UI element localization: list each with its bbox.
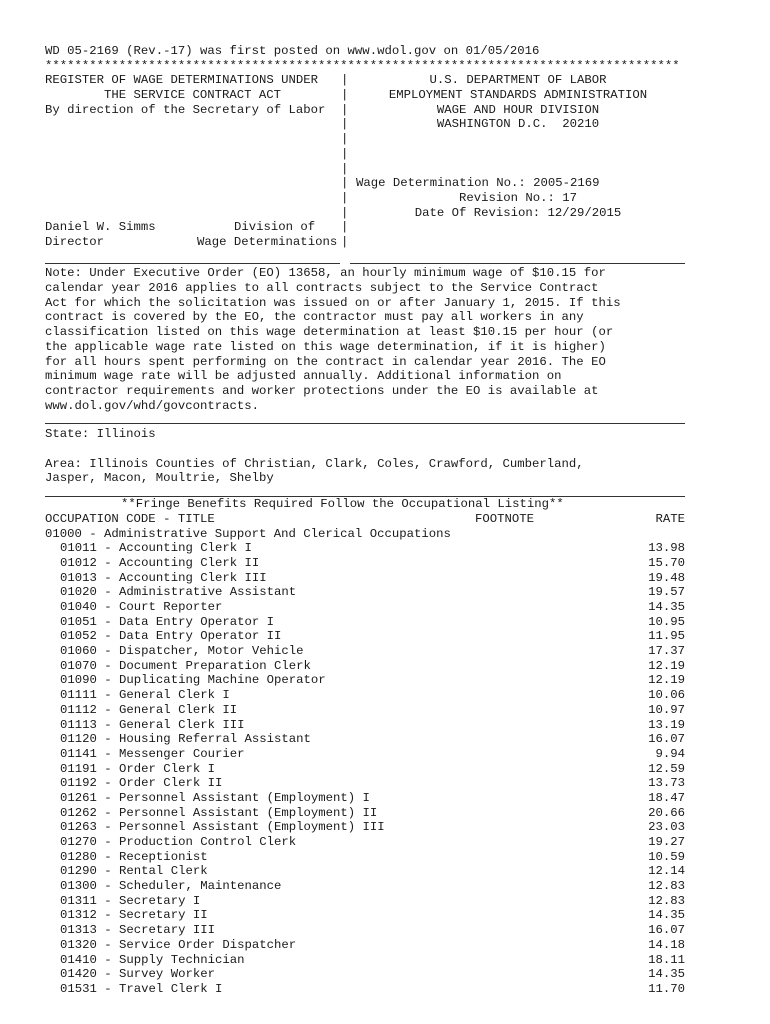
occupation-rate: 19.27 [648,835,685,849]
header-right-rule [350,263,685,264]
signer-name: Daniel W. Simms [45,220,156,235]
wage-determination-number: Wage Determination No.: 2005-2169 [356,176,600,191]
division-line-1: Division of [234,220,316,235]
occupation-title: 01191 - Order Clerk I [60,761,215,776]
occupation-title: 01113 - General Clerk III [60,717,245,732]
department-line-4: WASHINGTON D.C. 20210 [436,117,600,132]
table-row [45,879,685,894]
table-header [45,512,685,527]
header-vertical-divider: | | | | | | | | | | | | [341,73,349,249]
table-row [45,982,685,997]
table-row [45,791,685,806]
occupation-rate: 13.19 [648,717,685,732]
column-code-title: OCCUPATION CODE - TITLE [45,511,215,526]
table-row [45,571,685,586]
occupation-rate: 12.59 [648,761,685,776]
occupation-rate: 12.19 [648,673,685,688]
header-left-rule [45,263,340,264]
table-row [45,718,685,733]
occupation-title: 01313 - Secretary III [60,923,215,938]
occupation-title: 01112 - General Clerk II [60,702,238,717]
table-row [45,673,685,688]
occupation-rate: 10.95 [648,614,685,629]
table-row [45,615,685,630]
occupation-rate: 16.07 [648,732,685,747]
occupation-title: 01300 - Scheduler, Maintenance [60,879,282,894]
occupation-title: 01311 - Secretary I [60,893,201,908]
area-label: Area: Illinois Counties of Christian, Clark, Coles, Crawford, Cumberland, Jasper, Macon, Moultrie, Shelby [45,456,584,486]
division-line-2: Wage Determinations [197,235,338,250]
department-line-3: WAGE AND HOUR DIVISION [436,102,600,117]
occupation-rate: 23.03 [648,820,685,835]
table-row [45,732,685,747]
table-row [45,776,685,791]
header-block [45,73,685,249]
table-row [45,747,685,762]
wage-determination-document [45,44,685,997]
occupation-rate: 20.66 [648,805,685,820]
executive-order-note: Note: Under Executive Order (EO) 13658, an hourly minimum wage of $10.15 for calendar year 2016 applies to all contracts subject to the Service Contract Act for which the solicitation was issued on or after January 1, 2015. If this contract is covered by the EO, the contractor must pay all workers in any classification listed on this wage determination at least $10.15 per hour (or the applicable wage rate listed on this wage determination, if it is higher) for all hours spent performing on the contract in calendar year 2016. The EO minimum wage rate will be adjusted annually. Additional information on contractor requirements and worker protections under the EO is available at www.dol.gov/whd/govcontracts. [45,266,621,413]
table-row [45,688,685,703]
table-row [45,923,685,938]
occupation-rate: 9.94 [655,746,685,761]
occupation-title: 01261 - Personnel Assistant (Employment) I [60,790,370,805]
occupation-rate: 12.83 [648,893,685,908]
occupation-title: 01262 - Personnel Assistant (Employment) II [60,805,378,820]
occupation-rate: 17.37 [648,644,685,659]
occupation-rate: 10.06 [648,688,685,703]
table-row [45,864,685,879]
occupation-title: 01320 - Service Order Dispatcher [60,937,297,952]
occupation-rate: 11.95 [648,629,685,644]
occupation-rate: 15.70 [648,555,685,570]
occupation-title: 01090 - Duplicating Machine Operator [60,673,326,688]
table-row [45,953,685,968]
occupation-title: 01111 - General Clerk I [60,688,230,703]
occupation-title: 01312 - Secretary II [60,908,208,923]
register-line-3: By direction of the Secretary of Labor [45,102,326,117]
occupation-rate: 18.11 [648,952,685,967]
star-divider: ************************************************************************************** [45,58,680,73]
occupation-rate: 13.73 [648,776,685,791]
occupation-title: 01270 - Production Control Clerk [60,835,297,849]
occupation-title: 01290 - Rental Clerk [60,864,208,879]
occupation-title: 01011 - Accounting Clerk I [60,541,252,556]
occupation-group-title: 01000 - Administrative Support And Clerical Occupations [45,526,451,541]
table-row [45,541,685,556]
occupation-rate: 16.07 [648,923,685,938]
table-row [45,938,685,953]
table-row [45,644,685,659]
table-row [45,762,685,777]
occupation-title: 01012 - Accounting Clerk II [60,555,260,570]
occupation-rate: 12.19 [648,658,685,673]
revision-number: Revision No.: 17 [458,190,578,205]
occupation-title: 01052 - Data Entry Operator II [60,629,282,644]
signer-block [45,220,340,249]
occupation-title: 01420 - Survey Worker [60,967,215,982]
table-row [45,820,685,835]
table-row [45,703,685,718]
occupation-rate: 12.14 [648,864,685,879]
occupation-rate: 10.59 [648,849,685,864]
table-row [45,967,685,982]
occupation-rate: 11.70 [648,981,685,996]
occupation-title: 01141 - Messenger Courier [60,746,245,761]
register-heading [45,73,340,117]
register-line-2: THE SERVICE CONTRACT ACT [103,88,282,103]
occupation-title: 01410 - Supply Technician [60,952,245,967]
occupation-title: 01051 - Data Entry Operator I [60,614,275,629]
occupation-list [45,541,685,996]
occupation-rate: 13.98 [648,541,685,556]
table-row [45,629,685,644]
table-row [45,600,685,615]
occupation-rate: 18.47 [648,790,685,805]
table-row [45,835,685,850]
occupation-rate: 10.97 [648,702,685,717]
occupation-rate: 14.35 [648,600,685,614]
table-row [45,585,685,600]
occupation-rate: 14.35 [648,967,685,982]
fringe-notice: **Fringe Benefits Required Follow the Occupational Listing** [121,497,564,512]
occupation-rate: 14.35 [648,908,685,923]
department-line-1: U.S. DEPARTMENT OF LABOR [429,73,607,88]
occupation-title: 01013 - Accounting Clerk III [60,570,267,585]
occupation-title: 01040 - Court Reporter [60,600,223,614]
occupation-title: 01060 - Dispatcher, Motor Vehicle [60,644,304,659]
column-rate: RATE [655,511,685,526]
table-row [45,908,685,923]
occupation-rate: 12.83 [648,879,685,894]
occupation-title: 01070 - Document Preparation Clerk [60,658,311,673]
department-line-2: EMPLOYMENT STANDARDS ADMINISTRATION [388,88,648,103]
occupation-title: 01192 - Order Clerk II [60,776,223,791]
signer-title: Director [45,235,105,250]
occupation-title: 01531 - Travel Clerk I [60,981,223,996]
table-row [45,894,685,909]
occupation-rate: 19.48 [648,570,685,585]
occupation-rate: 19.57 [648,585,685,600]
posted-line: WD 05-2169 (Rev.-17) was first posted on www.wdol.gov on 01/05/2016 [45,44,540,58]
occupation-title: 01263 - Personnel Assistant (Employment) III [60,820,385,835]
table-row [45,806,685,821]
revision-date: Date Of Revision: 12/29/2015 [414,205,622,220]
table-row [45,556,685,571]
occupation-title: 01020 - Administrative Assistant [60,585,297,600]
occupation-title: 01120 - Housing Referral Assistant [60,732,311,747]
occupation-rate: 14.18 [648,937,685,952]
table-row [45,659,685,674]
register-line-1: REGISTER OF WAGE DETERMINATIONS UNDER [45,73,319,88]
column-footnote: FOOTNOTE [475,511,535,526]
table-row [45,850,685,865]
state-label: State: Illinois [45,427,156,442]
occupation-title: 01280 - Receptionist [60,849,208,864]
department-heading [353,73,683,220]
